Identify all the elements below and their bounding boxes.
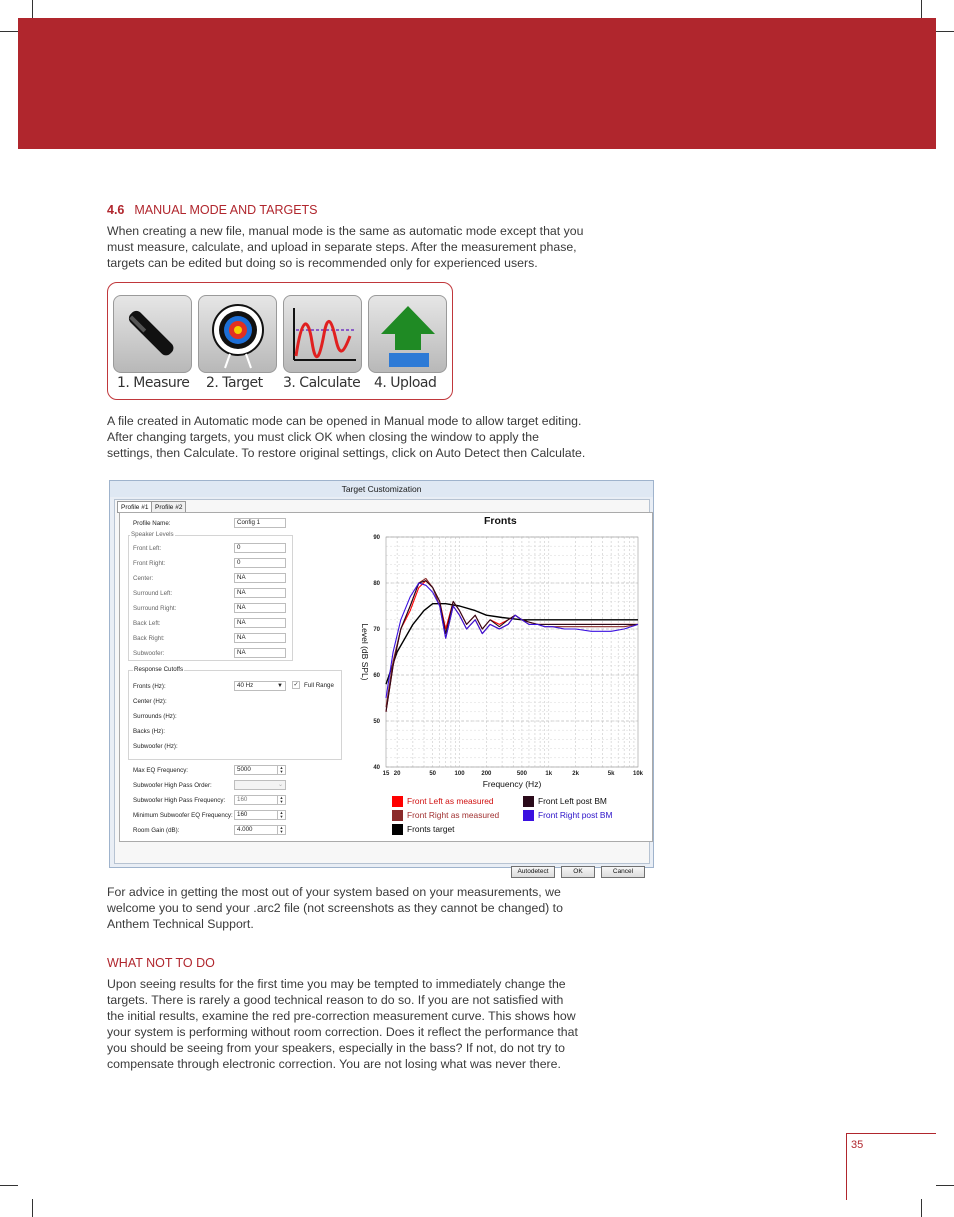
y-tick-label: 60 [373,673,380,679]
text-line: When creating a new file, manual mode is the same as automatic mode except that you [107,224,584,238]
measure-button[interactable] [113,295,192,373]
text-line: Anthem Technical Support. [107,917,254,931]
chevron-down-icon: ▼ [277,683,283,689]
measure-label: 1. Measure [117,375,190,391]
section-number: 4.6 [107,203,125,217]
x-tick-label: 10k [632,771,644,777]
y-tick-label: 50 [373,719,380,725]
y-tick-label: 80 [373,581,380,587]
tab-profile-2[interactable]: Profile #2 [151,501,186,513]
tab-profile-1[interactable]: Profile #1 [117,501,152,513]
frequency-response-chart [352,529,642,809]
x-tick-label: 50 [429,771,437,777]
y-tick-label: 70 [373,627,380,633]
series-line [386,604,638,685]
text-line: targets. There is rarely a good technical reason to do so. If you are not satisfied with [107,993,564,1007]
crop-mark [921,1199,922,1217]
spinner-icon[interactable]: ▲ ▼ [277,766,285,774]
series-line [386,583,638,698]
crop-mark [921,0,922,18]
upload-label: 4. Upload [374,375,437,391]
upload-arrow-icon [369,296,448,374]
backs-hz-label: Backs (Hz): [133,728,165,735]
x-tick-label: 1k [545,771,553,777]
text-line: Upon seeing results for the first time you may be tempted to immediately change the [107,977,566,991]
microphone-icon [114,296,193,374]
target-customization-dialog [109,480,654,875]
min-sub-eq-input[interactable] [234,810,286,820]
full-range-checkbox[interactable]: ✓ [293,682,299,688]
subwoofer-level-input[interactable]: NA [234,648,286,658]
legend-swatch [523,810,534,821]
x-tick-label: 100 [454,771,465,777]
text-line: the initial results, examine the red pre-correction measurement curve. This shows how [107,1009,576,1023]
x-axis-label: Frequency (Hz) [482,779,542,789]
advice-paragraph [107,884,607,932]
text-line: A file created in Automatic mode can be opened in Manual mode to allow target editing. [107,414,582,428]
sub-hp-frequency-label: Subwoofer High Pass Frequency: [133,797,226,804]
center-input[interactable]: NA [234,573,286,583]
y-tick-label: 90 [373,535,380,541]
room-gain-value: 4.000 [237,826,253,833]
front-right-label: Front Right: [133,560,166,567]
back-left-input[interactable]: NA [234,618,286,628]
ok-button[interactable]: OK [561,866,595,878]
target-label: 2. Target [206,375,263,391]
surrounds-hz-label: Surrounds (Hz): [133,713,177,720]
front-left-label: Front Left: [133,545,162,552]
back-right-input[interactable]: NA [234,633,286,643]
back-right-label: Back Right: [133,635,165,642]
cancel-button[interactable]: Cancel [601,866,645,878]
spinner-icon[interactable]: ▲ ▼ [277,826,285,834]
subwoofer-level-label: Subwoofer: [133,650,165,657]
fronts-hz-select[interactable] [234,681,286,691]
header-band [18,18,936,149]
upload-button[interactable] [368,295,447,373]
graph-icon [284,296,363,374]
spinner-icon[interactable]: ▲ ▼ [277,811,285,819]
response-cutoffs-title: Response Cutoffs [134,666,184,673]
back-left-label: Back Left: [133,620,161,627]
text-line: you should be seeing from your speakers, especially in the bass? If not, do not try to [107,1041,565,1055]
center-label: Center: [133,575,154,582]
legend-swatch [523,796,534,807]
room-gain-input[interactable] [234,825,286,835]
target-button[interactable] [198,295,277,373]
section-title: MANUAL MODE AND TARGETS [134,203,318,217]
section-heading [107,203,318,217]
room-gain-label: Room Gain (dB): [133,827,180,834]
chart-title: Fronts [484,515,517,527]
chevron-down-icon: ⌄ [277,782,283,788]
profile-name-input[interactable]: Config 1 [234,518,286,528]
sub-hp-order-label: Subwoofer High Pass Order: [133,782,212,789]
surround-right-label: Surround Right: [133,605,177,612]
legend-item [523,810,612,821]
what-not-heading: WHAT NOT TO DO [107,956,215,970]
text-line: After changing targets, you must click OK when closing the window to apply the [107,430,539,444]
what-not-paragraph [107,976,607,1072]
legend-label: Front Left post BM [538,796,607,806]
speaker-levels-title: Speaker Levels [131,531,174,538]
legend-swatch [392,810,403,821]
crop-mark [32,0,33,18]
crop-mark [0,31,18,32]
sub-hp-frequency-value: 160 [237,796,248,803]
x-tick-label: 500 [516,771,527,777]
sub-hp-order-select[interactable] [234,780,286,790]
full-range-label: Full Range [304,682,334,689]
target-icon [199,296,278,374]
front-left-input[interactable]: 0 [234,543,286,553]
center-hz-label: Center (Hz): [133,698,167,705]
crop-mark [32,1199,33,1217]
spinner-icon[interactable]: ▲ ▼ [277,796,285,804]
x-tick-label: 2k [572,771,579,777]
crop-mark [936,31,954,32]
text-line: your system is performing without room correction. Does it reflect the performance that [107,1025,578,1039]
crop-mark [936,1185,954,1186]
intro-paragraph [107,223,607,271]
surround-right-input[interactable]: NA [234,603,286,613]
sub-hp-frequency-input[interactable] [234,795,286,805]
plot-frame [386,537,638,767]
text-line: For advice in getting the most out of your system based on your measurements, we [107,885,561,899]
dialog-title: Target Customization [110,481,653,497]
x-tick-label: 15 [382,771,390,777]
legend-item [392,810,499,821]
autodetect-button[interactable]: Autodetect [511,866,555,878]
text-line: compensate through electronic correction. You are not losing what was never there. [107,1057,561,1071]
fronts-hz-value: 40 Hz [237,682,254,689]
subwoofer-hz-label: Subwoofer (Hz): [133,743,178,750]
text-line: welcome you to send your .arc2 file (not screenshots as they cannot be changed) to [107,901,563,915]
min-sub-eq-label: Minimum Subwoofer EQ Frequency: [133,812,233,819]
profile-panel [119,512,653,842]
x-tick-label: 20 [393,771,401,777]
y-axis-label: Level (dB SPL) [360,623,370,681]
x-tick-label: 200 [481,771,492,777]
legend-label: Front Right as measured [407,810,500,820]
legend-swatch [392,824,403,835]
legend-swatch [392,796,403,807]
surround-left-input[interactable]: NA [234,588,286,598]
legend-label: Fronts target [407,824,455,834]
fronts-hz-label: Fronts (Hz): [133,683,166,690]
legend-item [392,796,494,807]
manual-mode-toolbar [107,282,453,400]
max-eq-frequency-value: 5000 [237,766,251,773]
front-right-input[interactable]: 0 [234,558,286,568]
text-line: must measure, calculate, and upload in separate steps. After the measurement phase, [107,240,577,254]
crop-mark [0,1185,18,1186]
page-number: 35 [851,1139,864,1151]
calculate-label: 3. Calculate [283,375,361,391]
profile-name-label: Profile Name: [133,520,171,527]
max-eq-frequency-input[interactable] [234,765,286,775]
legend-label: Front Right post BM [538,810,613,820]
surround-left-label: Surround Left: [133,590,173,597]
dialog-body [114,499,650,875]
calculate-button[interactable] [283,295,362,373]
max-eq-frequency-label: Max EQ Frequency: [133,767,189,774]
legend-item [523,796,607,807]
legend-label: Front Left as measured [407,796,494,806]
legend-item [392,824,454,835]
text-line: settings, then Calculate. To restore original settings, click on Auto Detect then Calculate. [107,446,586,460]
y-tick-label: 40 [373,765,380,771]
min-sub-eq-value: 160 [237,811,248,818]
x-tick-label: 5k [607,771,615,777]
text-line: targets can be edited but doing so is recommended only for experienced users. [107,256,538,270]
manual-mode-paragraph [107,413,617,461]
